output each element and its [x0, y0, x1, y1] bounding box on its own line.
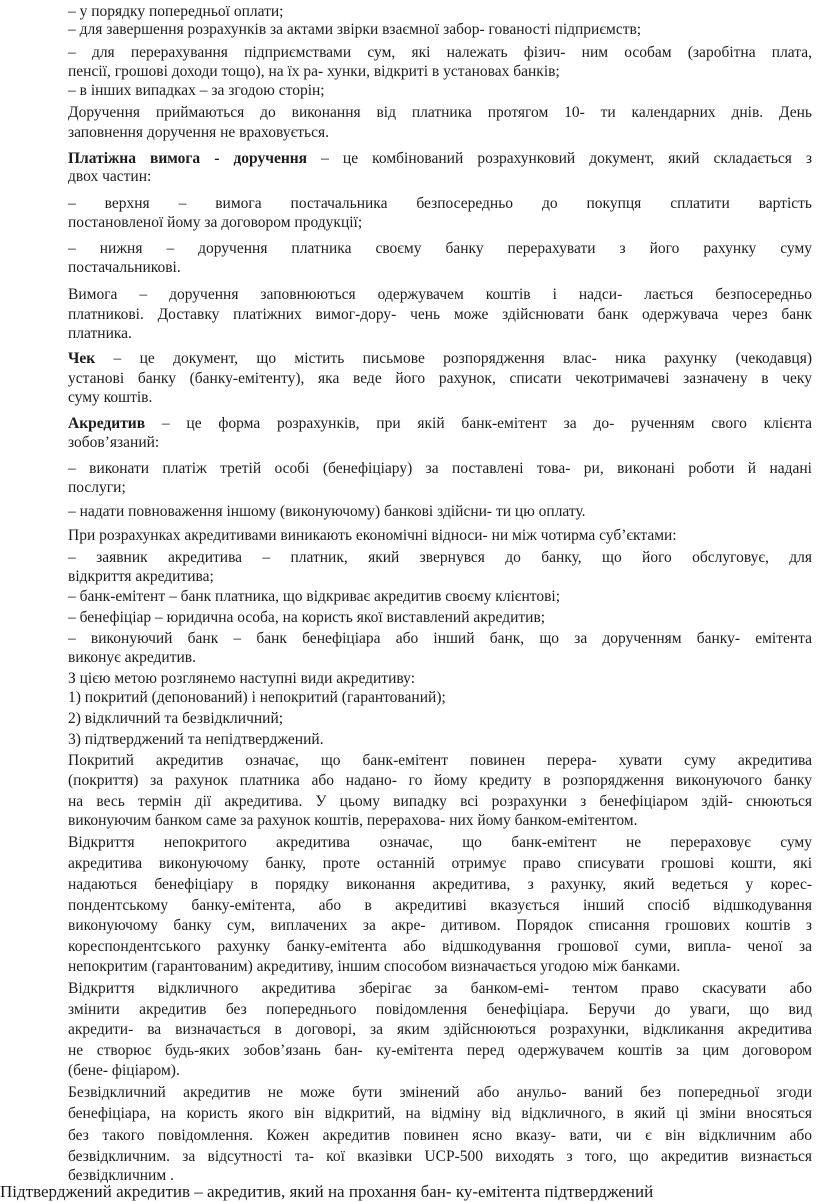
line-text: – надати повноваження іншому (виконуючому) банкові здійсни- ти цю оплату.	[68, 503, 586, 520]
text-line	[68, 350, 812, 368]
line-text: постачальникові.	[68, 259, 181, 276]
text-line	[68, 389, 812, 407]
text-line	[68, 286, 812, 304]
line-text: – у порядку попередньої оплати;	[68, 3, 284, 20]
text-line	[68, 630, 812, 648]
text-line	[68, 980, 812, 998]
line-text: Безвідкличний акредитив не може бути змінений або анульо- ваний без попередньої згоди	[68, 1084, 812, 1101]
line-text: акредити- ва визначається в договорі, за яким здійснюються розрахунки, відкликання акредитива	[68, 1021, 812, 1038]
text-line	[68, 876, 812, 894]
text-line	[68, 63, 812, 81]
text-line	[68, 306, 812, 324]
text-line	[68, 689, 812, 707]
text-line	[68, 609, 812, 627]
bold-term: Акредитив	[68, 415, 146, 432]
line-text: – виконуючий банк – банк бенефіціара або інший банк, що за дорученням банку- емітента	[68, 630, 812, 647]
text-line	[68, 21, 812, 39]
text-line	[68, 834, 812, 852]
text-line	[68, 1105, 812, 1123]
text-line	[68, 649, 812, 667]
line-text: Покритий акредитив означає, що банк-емітент повинен перера- хувати суму акредитива	[68, 752, 812, 769]
line-text: – бенефіціар – юридична особа, на користь якої виставлений акредитив;	[68, 609, 546, 626]
text-line	[68, 240, 812, 258]
line-text: З цією метою розглянемо наступні види акредитиву:	[68, 670, 416, 687]
text-line	[68, 752, 812, 770]
text-line	[68, 124, 812, 142]
text-line	[68, 82, 812, 100]
line-text: – верхня – вимога постачальника безпосередньо до покупця сплатити вартість	[68, 195, 812, 212]
text-line	[68, 588, 812, 606]
bold-term: Чек	[68, 350, 96, 367]
text-line	[68, 44, 812, 62]
text-line	[68, 479, 812, 497]
line-text: – для перерахування підприємствами сум, які належать фізич- ним особам (заробітна плата,	[68, 44, 812, 61]
text-line	[68, 104, 812, 122]
line-text: – банк-емітент – банк платника, що відкриває акредитив своєму клієнтові;	[68, 588, 561, 605]
line-text: непокритим (гарантованим) акредитиву, іншим способом визначається угодою між банками.	[68, 958, 681, 975]
line-text: відкриття акредитива;	[68, 568, 214, 585]
line-text: – виконати платіж третій особі (бенефіціару) за поставлені това- ри, виконані роботи й надані	[68, 460, 812, 477]
text-line	[68, 150, 812, 168]
line-text: 1) покритий (депонований) і непокритий (гарантований);	[68, 689, 446, 706]
line-text: – для завершення розрахунків за актами звірки взаємної забор- гованості підприємств;	[68, 21, 642, 38]
text-line	[68, 434, 812, 452]
line-text: 3) підтверджений та непідтверджений.	[68, 731, 324, 748]
text-line	[68, 710, 812, 728]
line-text: (бене- фіціаром).	[68, 1062, 180, 1079]
line-text: постановленої йому за договором продукції;	[68, 214, 363, 231]
line-text: послуги;	[68, 479, 126, 496]
text-line	[68, 1001, 812, 1019]
line-text: акредитива виконуючому банку, проте останній отримує право списувати грошові кошти, які	[68, 855, 812, 872]
text-line	[68, 460, 812, 478]
line-text: пенсії, грошові доходи тощо), на їх ра- хунки, відкриті в установах банків;	[68, 63, 560, 80]
text-line	[68, 568, 812, 586]
text-line	[68, 670, 812, 688]
text-line	[68, 812, 812, 830]
text-line	[68, 527, 812, 545]
line-text: Відкриття відкличного акредитива зберігає за банком-емі- тентом право скасувати або	[68, 980, 812, 997]
line-text: виконує акредитив.	[68, 649, 196, 666]
line-text: заповнення доручення не враховується.	[68, 124, 329, 141]
line-text: Підтверджений акредитив – акредитив, який на прохання бан- ку-емітента підтверджений	[0, 1182, 654, 1201]
line-text: – нижня – доручення платника своєму банку перерахувати з його рахунку суму	[68, 240, 812, 257]
line-text: 2) відкличний та безвідкличний;	[68, 710, 284, 727]
text-line	[68, 1084, 812, 1102]
text-line	[68, 1127, 812, 1145]
text-line	[68, 3, 812, 21]
text-line	[68, 1062, 812, 1080]
line-text: – заявник акредитива – платник, який звернувся до банку, що його обслуговує, для	[68, 549, 812, 566]
text-line	[68, 917, 812, 935]
line-text: виконуючому банку сум, виплачених за акре- дитивом. Порядок списання грошових коштів з	[68, 917, 812, 934]
text-line	[68, 772, 812, 790]
line-text: безвідкличним. за відсутності та- кої вказівки UCP-500 виходять з того, що акредитив визнається	[68, 1148, 812, 1165]
text-line	[68, 1148, 812, 1166]
text-line	[68, 731, 812, 749]
text-line	[68, 855, 812, 873]
text-line	[68, 195, 812, 213]
line-text: – це форма розрахунків, при якій банк-емітент за до- рученням свого клієнта	[145, 415, 812, 432]
line-text: надаються бенефіціару в порядку виконання акредитива, з рахунку, який ведеться у корес-	[68, 876, 812, 893]
line-text: двох частин:	[68, 168, 152, 185]
line-text: – в інших випадках – за згодою сторін;	[68, 82, 325, 99]
line-text: виконуючим банком саме за рахунок коштів, перерахова- них йому банком-емітентом.	[68, 812, 638, 829]
line-text: Відкриття непокритого акредитива означає, що банк-емітент не перераховує суму	[68, 834, 812, 851]
text-line	[68, 958, 812, 976]
text-line	[68, 370, 812, 388]
line-text: змінити акредитив без попереднього повідомлення бенефіціара. Беручи до уваги, що вид	[68, 1001, 812, 1018]
line-text: – це комбінований розрахунковий документ, який складається з	[307, 150, 812, 167]
line-text: (покриття) за рахунок платника або надано- го йому кредиту в розпорядження виконуючого банку	[68, 772, 812, 789]
bold-term: Платіжна вимога - доручення	[68, 150, 308, 167]
line-text: платникові. Доставку платіжних вимог-дору- чень може здійснювати банк одержувача через банк	[68, 306, 812, 323]
text-line	[68, 549, 812, 567]
line-text: не створює будь-яких зобов’язань бан- ку-емітента перед одержувачем коштів за цим договором	[68, 1042, 812, 1059]
line-text: без такого повідомлення. Кожен акредитив повинен ясно вказу- вати, чи є він відкличним або	[68, 1127, 812, 1144]
line-text: пондентському банку-емітента, або в акредитиві вказується інший спосіб відшкодування	[68, 897, 812, 914]
line-text: зобов’язаний:	[68, 434, 160, 451]
text-line	[68, 938, 812, 956]
text-line	[0, 1183, 760, 1201]
text-line	[68, 1042, 812, 1060]
line-text: суму коштів.	[68, 389, 153, 406]
text-line	[68, 503, 812, 521]
text-line	[68, 325, 812, 343]
line-text: установі банку (банку-емітенту), яка веде його рахунок, списати чекотримачеві зазначену в чеку	[68, 370, 812, 387]
text-line	[68, 793, 812, 811]
text-line	[68, 897, 812, 915]
text-line	[68, 168, 812, 186]
line-text: на весь термін дії акредитива. У цьому випадку всі розрахунки з бенефіціаром здій- снюються	[68, 793, 812, 810]
line-text: – це документ, що містить письмове розпорядження влас- ника рахунку (чекодавця)	[95, 350, 812, 367]
text-line	[68, 259, 812, 277]
line-text: безвідкличним .	[68, 1167, 174, 1184]
line-text: бенефіціара, на користь якого він відкритий, на відміну від відкличного, в який ці зміни вносяться	[68, 1105, 812, 1122]
line-text: платника.	[68, 325, 132, 342]
text-line	[68, 214, 812, 232]
text-line	[68, 1021, 812, 1039]
line-text: Вимога – доручення заповнюються одержувачем коштів і надси- лається безпосередньо	[68, 286, 812, 303]
line-text: При розрахунках акредитивами виникають економічні відноси- ни між чотирма суб’єктами:	[68, 527, 677, 544]
text-line	[68, 415, 812, 433]
line-text: кореспондентського рахунку банку-емітента або відшкодування грошової суми, випла- ченої за	[68, 938, 812, 955]
line-text: Доручення приймаються до виконання від платника протягом 10- ти календарних днів. День	[68, 104, 812, 121]
